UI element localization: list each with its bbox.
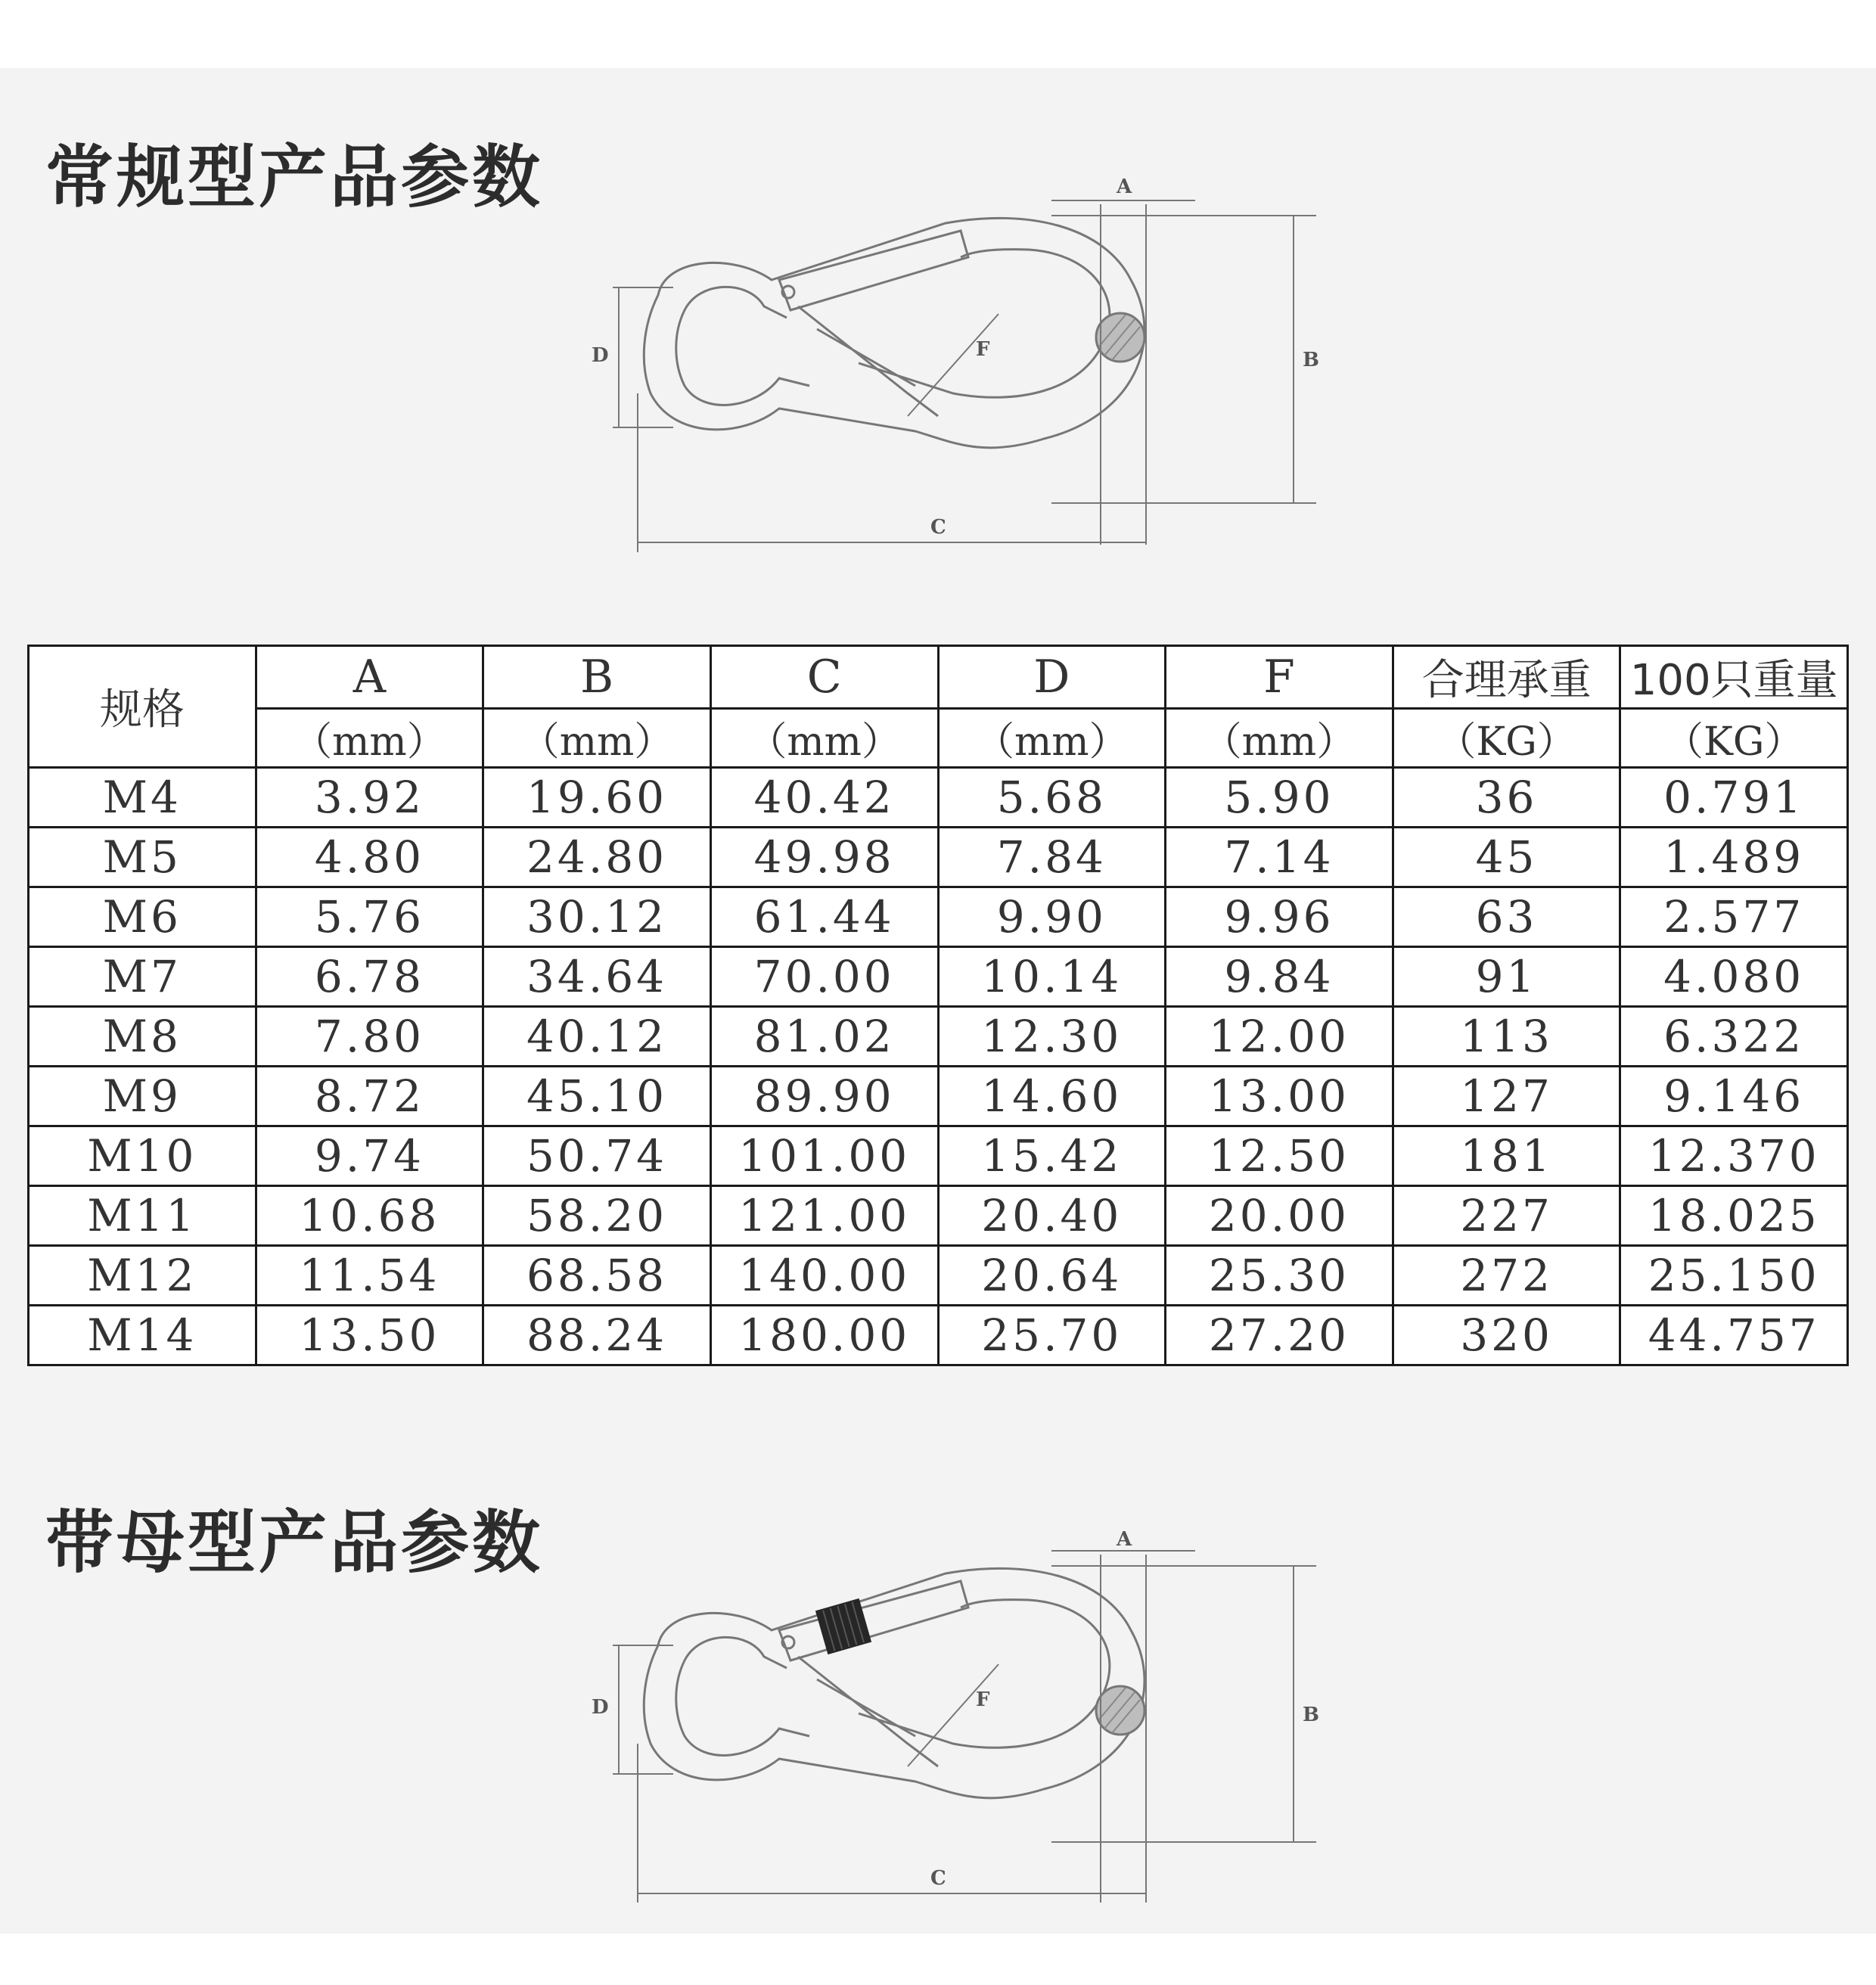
cell: 9.84 <box>1166 947 1393 1007</box>
cell: 101.00 <box>710 1126 938 1186</box>
header-a: A <box>256 646 483 709</box>
cell: 9.90 <box>938 887 1166 947</box>
cell: 5.90 <box>1166 768 1393 828</box>
spec-table <box>27 645 1849 1366</box>
cell: 89.90 <box>710 1067 938 1126</box>
cell: 121.00 <box>710 1186 938 1246</box>
cell: 27.20 <box>1166 1306 1393 1365</box>
cell: 24.80 <box>483 828 711 887</box>
cell: 20.00 <box>1166 1186 1393 1246</box>
cell-spec: M14 <box>29 1306 256 1365</box>
cell: 5.68 <box>938 768 1166 828</box>
cell: 50.74 <box>483 1126 711 1186</box>
gate <box>779 1581 968 1660</box>
cell: 81.02 <box>710 1007 938 1067</box>
cell-spec: M11 <box>29 1186 256 1246</box>
wire-cross-section <box>1096 1686 1145 1735</box>
cell: 4.80 <box>256 828 483 887</box>
header-weight: 100只重量 <box>1620 646 1848 709</box>
cell: 18.025 <box>1620 1186 1848 1246</box>
table-row <box>29 1246 1848 1306</box>
cell: 9.96 <box>1166 887 1393 947</box>
dim-label-b: B <box>1303 349 1319 371</box>
cell: 9.146 <box>1620 1067 1848 1126</box>
cell: 6.322 <box>1620 1007 1848 1067</box>
cell: 34.64 <box>483 947 711 1007</box>
cell: 15.42 <box>938 1126 1166 1186</box>
table-row <box>29 1186 1848 1246</box>
cell: 2.577 <box>1620 887 1848 947</box>
cell-spec: M6 <box>29 887 256 947</box>
cell: 19.60 <box>483 768 711 828</box>
dim-label-b: B <box>1303 1704 1319 1726</box>
cell-spec: M8 <box>29 1007 256 1067</box>
cell: 70.00 <box>710 947 938 1007</box>
cell: 63 <box>1393 887 1620 947</box>
dim-label-f: F <box>976 338 990 361</box>
cell: 12.00 <box>1166 1007 1393 1067</box>
unit-f: （mm） <box>1166 709 1393 768</box>
unit-load: （KG） <box>1393 709 1620 768</box>
cell: 7.84 <box>938 828 1166 887</box>
cell-spec: M5 <box>29 828 256 887</box>
cell: 9.74 <box>256 1126 483 1186</box>
cell-spec: M4 <box>29 768 256 828</box>
cell: 40.12 <box>483 1007 711 1067</box>
snap-hook-diagram-standard <box>560 166 1319 575</box>
cell: 180.00 <box>710 1306 938 1365</box>
cell: 0.791 <box>1620 768 1848 828</box>
cell: 7.14 <box>1166 828 1393 887</box>
cell: 13.00 <box>1166 1067 1393 1126</box>
cell: 20.40 <box>938 1186 1166 1246</box>
cell: 30.12 <box>483 887 711 947</box>
table-row <box>29 947 1848 1007</box>
cell: 10.14 <box>938 947 1166 1007</box>
cell: 272 <box>1393 1246 1620 1306</box>
cell-spec: M12 <box>29 1246 256 1306</box>
hook-outline <box>644 1568 1145 1798</box>
cell: 49.98 <box>710 828 938 887</box>
cell: 58.20 <box>483 1186 711 1246</box>
dim-label-c: C <box>930 516 946 539</box>
header-f: F <box>1166 646 1393 709</box>
header-spec: 规格 <box>29 646 256 768</box>
cell: 8.72 <box>256 1067 483 1126</box>
cell: 4.080 <box>1620 947 1848 1007</box>
cell: 45.10 <box>483 1067 711 1126</box>
dim-label-d: D <box>592 1696 609 1719</box>
table-row <box>29 1067 1848 1126</box>
cell: 40.42 <box>710 768 938 828</box>
cell: 3.92 <box>256 768 483 828</box>
cell: 181 <box>1393 1126 1620 1186</box>
unit-a: （mm） <box>256 709 483 768</box>
cell: 13.50 <box>256 1306 483 1365</box>
snap-hook-diagram-with-nut <box>560 1528 1319 1910</box>
cell: 10.68 <box>256 1186 483 1246</box>
cell-spec: M10 <box>29 1126 256 1186</box>
unit-weight: （KG） <box>1620 709 1848 768</box>
wire-cross-section <box>1096 313 1145 362</box>
table-row <box>29 1126 1848 1186</box>
cell: 12.30 <box>938 1007 1166 1067</box>
cell: 25.150 <box>1620 1246 1848 1306</box>
dim-label-a: A <box>1117 1528 1132 1551</box>
cell: 6.78 <box>256 947 483 1007</box>
cell: 227 <box>1393 1186 1620 1246</box>
cell: 5.76 <box>256 887 483 947</box>
cell: 68.58 <box>483 1246 711 1306</box>
unit-d: （mm） <box>938 709 1166 768</box>
table-row <box>29 1007 1848 1067</box>
table-row <box>29 768 1848 828</box>
gate <box>779 231 968 310</box>
cell: 140.00 <box>710 1246 938 1306</box>
cell: 1.489 <box>1620 828 1848 887</box>
cell: 45 <box>1393 828 1620 887</box>
cell-spec: M9 <box>29 1067 256 1126</box>
cell: 320 <box>1393 1306 1620 1365</box>
cell: 88.24 <box>483 1306 711 1365</box>
cell: 127 <box>1393 1067 1620 1126</box>
section-title-standard: 常规型产品参数 <box>45 138 543 217</box>
cell: 91 <box>1393 947 1620 1007</box>
cell: 25.30 <box>1166 1246 1393 1306</box>
cell: 20.64 <box>938 1246 1166 1306</box>
cell: 44.757 <box>1620 1306 1848 1365</box>
cell: 12.370 <box>1620 1126 1848 1186</box>
cell: 25.70 <box>938 1306 1166 1365</box>
dim-label-a: A <box>1117 176 1132 198</box>
table-row <box>29 828 1848 887</box>
cell: 12.50 <box>1166 1126 1393 1186</box>
dim-label-f: F <box>976 1688 990 1711</box>
table-row <box>29 887 1848 947</box>
dim-label-d: D <box>592 344 609 367</box>
dim-label-c: C <box>930 1867 946 1890</box>
cell: 7.80 <box>256 1007 483 1067</box>
section-title-with-nut: 带母型产品参数 <box>45 1503 543 1583</box>
header-c: C <box>710 646 938 709</box>
cell: 11.54 <box>256 1246 483 1306</box>
cell: 61.44 <box>710 887 938 947</box>
unit-b: （mm） <box>483 709 711 768</box>
cell: 113 <box>1393 1007 1620 1067</box>
cell: 14.60 <box>938 1067 1166 1126</box>
table-row <box>29 1306 1848 1365</box>
header-b: B <box>483 646 711 709</box>
cell: 36 <box>1393 768 1620 828</box>
hook-outline <box>644 218 1145 448</box>
header-d: D <box>938 646 1166 709</box>
header-load: 合理承重 <box>1393 646 1620 709</box>
unit-c: （mm） <box>710 709 938 768</box>
cell-spec: M7 <box>29 947 256 1007</box>
